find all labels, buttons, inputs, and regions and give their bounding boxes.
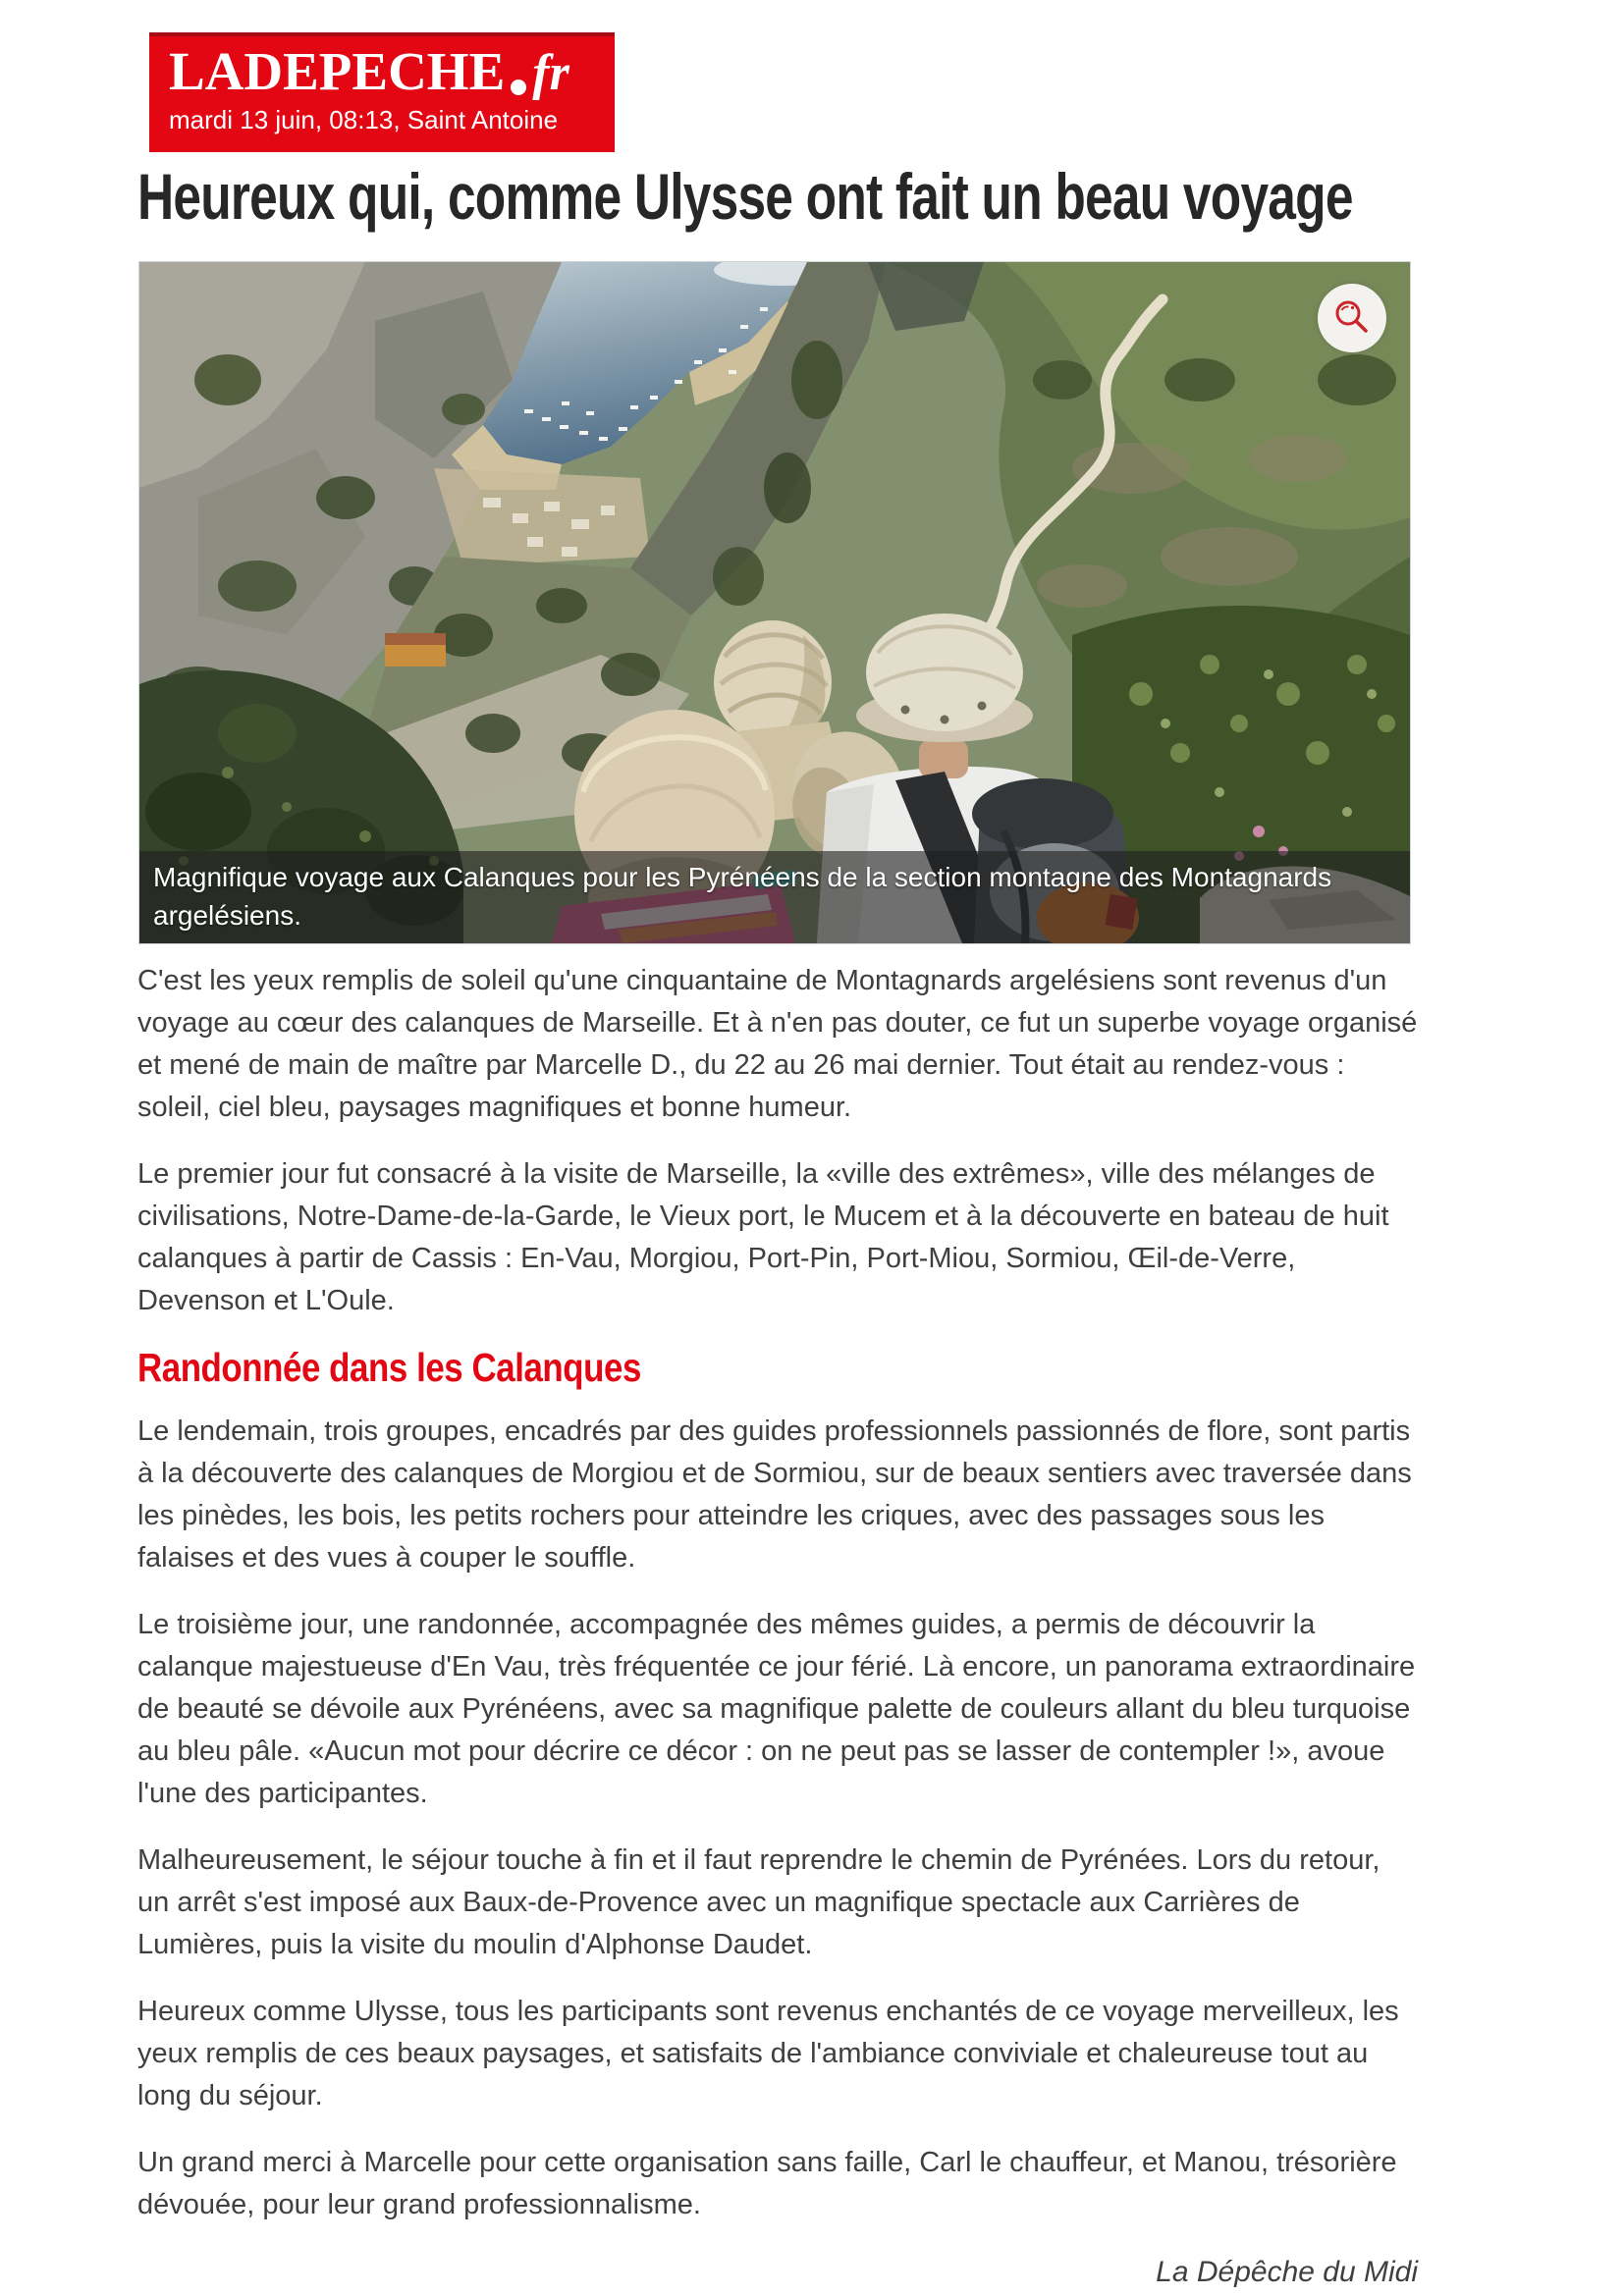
photo-caption: Magnifique voyage aux Calanques pour les Pyrénéens de la section montagne des Montagnards argelésiens. [139, 851, 1410, 943]
magnifier-icon [1331, 297, 1373, 339]
article-paragraph: Le premier jour fut consacré à la visite de Marseille, la «ville des extrêmes», ville des mélanges de civilisations, Notre-Dame-de-la-Garde, le Vieux port, le Mucem et à la découverte en bateau de huit calanques à partir de Cassis : En-Vau, Morgiou, Port-Pin, Port-Miou, Sormiou, Œil-de-Verre, Devenson et L'Oule. [137, 1158, 1389, 1316]
article-paragraph: Le lendemain, trois groupes, encadrés par des guides professionnels passionnés de flore, sont partis à la découverte des calanques de Morgiou et de Sormiou, sur de beaux sentiers avec traversée dans les pinèdes, les bois, les petits rochers pour atteindre les criques, avec des passages sous les falaises et des vues à couper le souffle. [137, 1415, 1412, 1574]
calanques-landscape-illustration [139, 262, 1410, 943]
logo-suffix: fr [532, 45, 569, 101]
article-body [137, 960, 1418, 2293]
section-heading: Randonnée dans les Calanques [137, 1345, 641, 1390]
article-paragraph: Heureux comme Ulysse, tous les participants sont revenus enchantés de ce voyage merveilleux, les yeux remplis de ces beaux paysages, et satisfaits de l'ambiance conviviale et chaleureuse tout au long du séjour. [137, 1996, 1399, 2111]
attribution: La Dépêche du Midi [1156, 2256, 1418, 2288]
article-photo[interactable] [139, 262, 1410, 943]
logo-text: LADEPECHE [169, 41, 506, 101]
article-paragraph: Un grand merci à Marcelle pour cette organisation sans faille, Carl le chauffeur, et Manou, trésorière dévouée, pour leur grand professionnalisme. [137, 2147, 1397, 2220]
article-paragraph: Le troisième jour, une randonnée, accompagnée des mêmes guides, a permis de découvrir la calanque majestueuse d'En Vau, très fréquentée ce jour férié. Là encore, un panorama extraordinaire de beauté se dévoile aux Pyrénéens, avec sa magnifique palette de couleurs allant du bleu turquoise au bleu pâle. «Aucun mot pour décrire ce décor : on ne peut pas se lasser de contempler !», avoue l'une des participantes. [137, 1609, 1416, 1809]
logo-wordmark [149, 36, 615, 99]
dot-icon [511, 80, 526, 95]
site-logo[interactable] [149, 32, 615, 152]
article-paragraph: C'est les yeux remplis de soleil qu'une cinquantaine de Montagnards argelésiens sont revenus d'un voyage au cœur des calanques de Marseille. Et à n'en pas douter, ce fut un superbe voyage organisé et mené de main de maître par Marcelle D., du 22 au 26 mai dernier. Tout était au rendez-vous : soleil, ciel bleu, paysages magnifiques et bonne humeur. [137, 965, 1418, 1123]
photo-zoom-button[interactable] [1318, 284, 1386, 352]
dateline: mardi 13 juin, 08:13, Saint Antoine [169, 105, 559, 134]
article-paragraph: Malheureusement, le séjour touche à fin et il faut reprendre le chemin de Pyrénées. Lors du retour, un arrêt s'est imposé aux Baux-de-Provence avec un magnifique spectacle aux Carrières de Lumières, puis la visite du moulin d'Alphonse Daudet. [137, 1844, 1380, 1960]
article-title: Heureux qui, comme Ulysse ont fait un beau voyage [137, 160, 1353, 233]
